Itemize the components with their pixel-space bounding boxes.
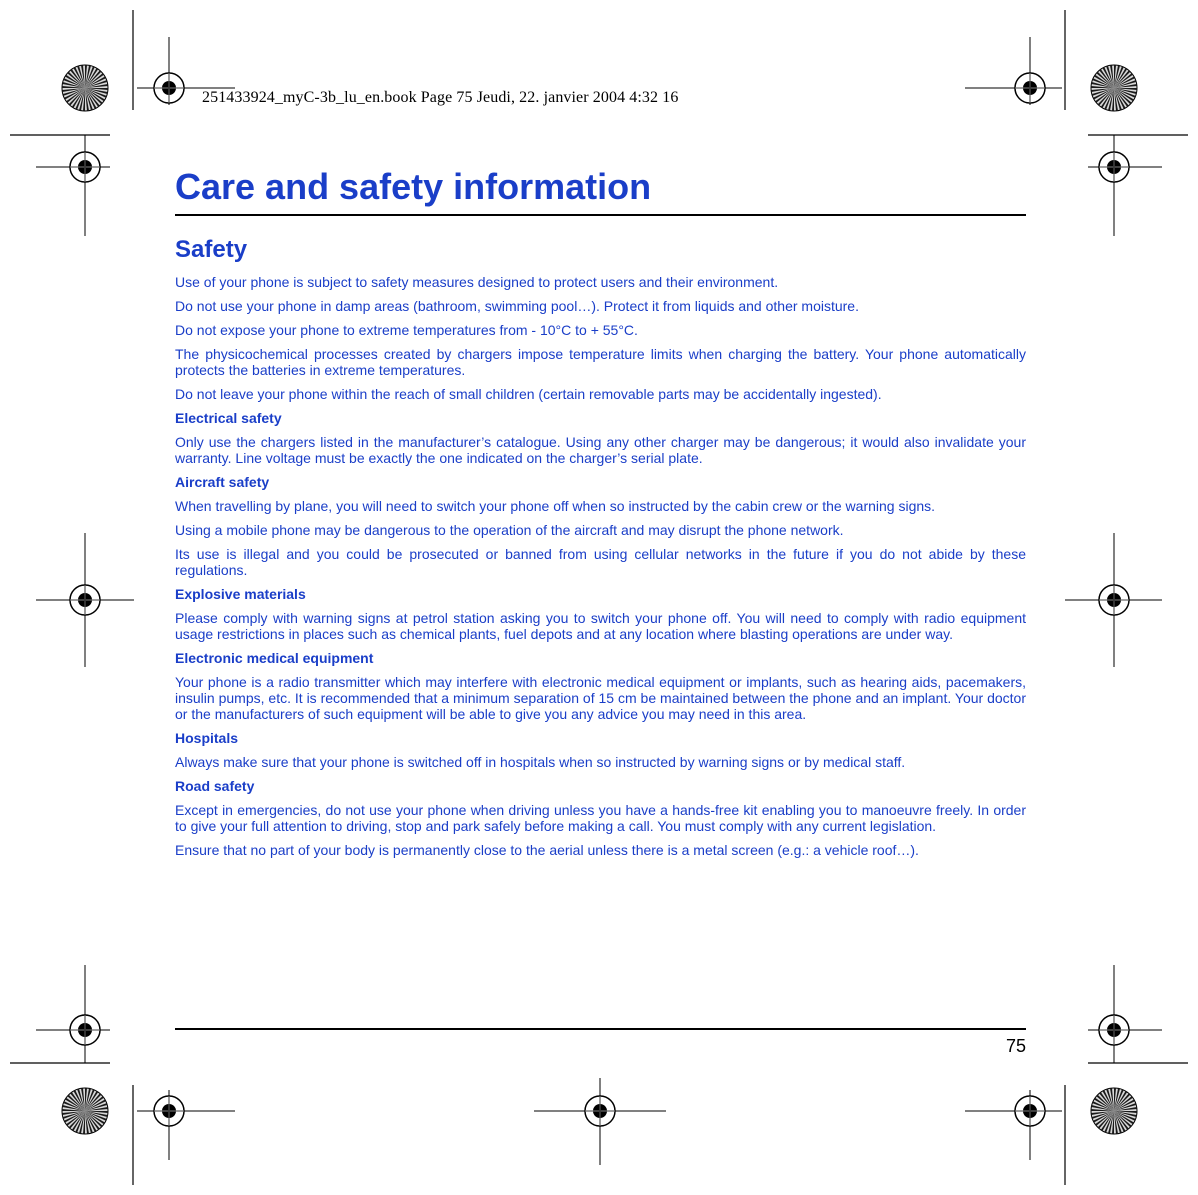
paragraph: Only use the chargers listed in the manufacturer’s catalogue. Using any other charger may be dangerous; it would also invalidate your warranty. Line voltage must be exactly the one indicated on the charger’s serial plate. xyxy=(175,434,1026,466)
paragraph: Its use is illegal and you could be prosecuted or banned from using cellular networks in the future if you do not abide by these regulations. xyxy=(175,546,1026,578)
page-header: 251433924_myC-3b_lu_en.book Page 75 Jeudi, 22. janvier 2004 4:32 16 xyxy=(202,89,679,106)
title-rule xyxy=(175,214,1026,216)
paragraph: Do not expose your phone to extreme temperatures from - 10°C to + 55°C. xyxy=(175,322,638,338)
paragraph: Ensure that no part of your body is permanently close to the aerial unless there is a metal screen (e.g.: a vehicle roof…). xyxy=(175,842,919,858)
subsection-heading: Hospitals xyxy=(175,730,239,746)
paragraph: Your phone is a radio transmitter which may interfere with electronic medical equipment or implants, such as hearing aids, pacemakers, insulin pumps, etc. It is recommended that a minimum separation of 15 cm be maintained between the phone and an implant. Your doctor or the manufacturers of such equipment will be able to give you any advice you may need in this area. xyxy=(175,674,1026,722)
paragraph: Do not leave your phone within the reach of small children (certain removable parts may be accidentally ingested). xyxy=(175,386,882,402)
subsection-heading: Explosive materials xyxy=(175,586,306,602)
subsection-heading: Electrical safety xyxy=(175,410,282,426)
paragraph: Using a mobile phone may be dangerous to the operation of the aircraft and may disrupt the phone network. xyxy=(175,522,844,538)
subsection-heading: Electronic medical equipment xyxy=(175,650,374,666)
paragraph: Do not use your phone in damp areas (bathroom, swimming pool…). Protect it from liquids and other moisture. xyxy=(175,298,859,314)
subsection-heading: Aircraft safety xyxy=(175,474,270,490)
starburst-target-top-left xyxy=(62,65,108,111)
section-heading: Safety xyxy=(175,236,248,263)
paragraph: Use of your phone is subject to safety measures designed to protect users and their environment. xyxy=(175,274,779,290)
paragraph: Always make sure that your phone is switched off in hospitals when so instructed by warning signs or by medical staff. xyxy=(175,754,906,770)
paragraph: Except in emergencies, do not use your phone when driving unless you have a hands-free kit enabling you to manoeuvre freely. In order to give your full attention to driving, stop and park safely before making a call. You must comply with any current legislation. xyxy=(175,802,1026,834)
paragraph: Please comply with warning signs at petrol station asking you to switch your phone off. You will need to comply with radio equipment usage restrictions in places such as chemical plants, fuel depots and at any location where blasting operations are under way. xyxy=(175,610,1026,642)
starburst-target-top-right xyxy=(1091,65,1137,111)
content-blocks xyxy=(175,274,1026,858)
page-title: Care and safety information xyxy=(175,166,652,207)
subsection-heading: Road safety xyxy=(175,778,255,794)
starburst-target-bottom-right xyxy=(1091,1088,1137,1134)
paragraph: The physicochemical processes created by chargers impose temperature limits when charging the battery. Your phone automatically protects the batteries in extreme temperatures. xyxy=(175,346,1026,378)
paragraph: When travelling by plane, you will need to switch your phone off when so instructed by the cabin crew or the warning signs. xyxy=(175,498,936,514)
footer-rule xyxy=(175,1028,1026,1030)
starburst-target-bottom-left xyxy=(62,1088,108,1134)
page-number: 75 xyxy=(1005,1036,1026,1056)
content-body xyxy=(175,235,1026,866)
